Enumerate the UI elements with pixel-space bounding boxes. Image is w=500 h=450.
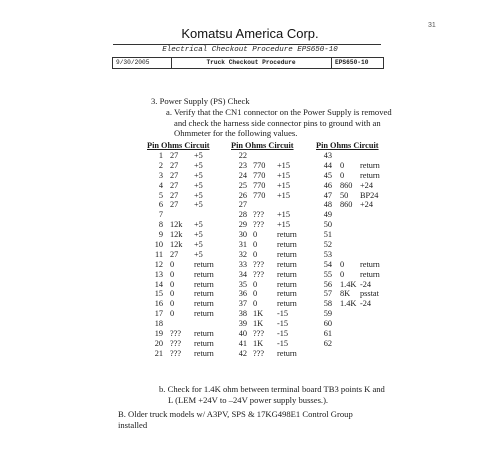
table-row — [147, 279, 214, 290]
table-row — [316, 329, 379, 339]
ohms-cell: 27 — [170, 200, 179, 210]
ohms-cell: 0 — [253, 249, 258, 259]
pin-cell: 3 — [158, 170, 163, 180]
table-row — [147, 309, 214, 319]
ohms-cell: 770 — [253, 190, 266, 200]
ohms-cell: 0 — [340, 170, 345, 180]
pin-cell: 22 — [238, 151, 247, 160]
circuit-cell: -15 — [277, 309, 289, 319]
table-row — [147, 319, 210, 329]
pin-cell: 56 — [323, 279, 332, 289]
table-row — [147, 240, 210, 250]
ohms-cell: 12k — [170, 240, 183, 250]
pin-cell: 27 — [238, 200, 247, 210]
ohms-cell: ??? — [253, 329, 265, 339]
header-title: Truck Checkout Procedure — [206, 59, 296, 66]
table-row — [316, 299, 379, 309]
pin-cell: 52 — [323, 240, 332, 250]
table-row — [316, 200, 379, 210]
pin-cell: 13 — [154, 269, 163, 279]
ohms-cell: 1K — [253, 319, 264, 329]
table-header: Pin Ohms Circuit — [147, 141, 210, 150]
pin-cell: 51 — [323, 230, 332, 240]
table-row — [147, 269, 214, 280]
table-row — [231, 151, 294, 161]
pin-table-2 — [231, 141, 297, 359]
table-row — [316, 289, 379, 299]
table-row — [316, 181, 379, 191]
pin-cell: 47 — [323, 190, 332, 200]
table-row — [147, 259, 214, 270]
pin-cell: 57 — [323, 289, 332, 299]
circuit-cell: +15 — [277, 170, 290, 180]
table-row — [147, 181, 210, 191]
circuit-cell: BP24 — [360, 190, 379, 200]
table-row — [316, 240, 379, 250]
circuit-cell: return — [194, 329, 214, 339]
pin-cell: 6 — [158, 200, 163, 210]
ohms-cell: 27 — [170, 160, 179, 170]
ohms-cell: 0 — [170, 309, 175, 319]
table-row — [231, 249, 297, 260]
pin-cell: 55 — [323, 269, 332, 279]
ohms-cell: 27 — [170, 151, 179, 160]
circuit-cell: +15 — [277, 220, 290, 230]
ohms-cell: 1.4K — [340, 299, 357, 309]
table-row — [147, 171, 210, 181]
pin-cell: 34 — [238, 269, 247, 279]
table-row — [231, 319, 294, 329]
ohms-cell: ??? — [253, 269, 265, 279]
circuit-cell: -24 — [360, 279, 372, 289]
step-b-text — [159, 384, 385, 405]
ohms-cell: 0 — [170, 279, 175, 289]
table-row — [147, 230, 210, 240]
table-row — [316, 280, 379, 290]
ohms-cell: 0 — [253, 299, 258, 309]
pin-cell: 19 — [154, 329, 163, 339]
ohms-cell: 0 — [170, 299, 175, 309]
ohms-cell: 27 — [170, 249, 179, 259]
pin-cell: 59 — [323, 309, 332, 319]
ohms-cell: 27 — [170, 170, 179, 180]
pin-cell: 18 — [154, 319, 163, 329]
table-row — [147, 338, 214, 349]
page-number: 31 — [428, 22, 436, 29]
pin-cell: 41 — [238, 338, 247, 348]
pin-cell: 20 — [154, 338, 163, 348]
circuit-cell: return — [360, 170, 380, 180]
pin-cell: 58 — [323, 299, 332, 309]
table-row — [316, 319, 379, 329]
pin-cell: 44 — [323, 160, 332, 170]
pin-cell: 21 — [154, 348, 163, 358]
circuit-cell: return — [360, 269, 380, 279]
step-3a-line: a. Verify that the CN1 connector on the Power Supply is removed — [166, 107, 392, 117]
ohms-cell: ??? — [253, 210, 265, 220]
ohms-cell: ??? — [170, 338, 182, 348]
table-row — [231, 279, 297, 290]
circuit-cell: return — [194, 309, 214, 319]
ohms-cell: 0 — [253, 230, 258, 240]
circuit-cell: return — [277, 259, 297, 269]
pin-cell: 46 — [323, 180, 332, 190]
ohms-cell: 50 — [340, 190, 349, 200]
circuit-cell: +15 — [277, 160, 290, 170]
table-row — [231, 191, 294, 201]
ohms-cell: 0 — [340, 259, 345, 269]
pin-cell: 35 — [238, 279, 247, 289]
circuit-cell: return — [360, 259, 380, 269]
step-B-text — [118, 409, 353, 430]
pin-cell: 17 — [154, 309, 163, 319]
step-3-title: 3. Power Supply (PS) Check — [151, 96, 250, 106]
table-row — [316, 230, 379, 240]
document-subtitle: Electrical Checkout Procedure EPS650-10 — [162, 46, 338, 54]
step-3a-line: and check the harness side connector pins to ground with an — [174, 117, 381, 128]
pin-cell: 53 — [323, 249, 332, 259]
circuit-cell: return — [194, 299, 214, 309]
table-row — [316, 151, 379, 161]
circuit-cell: return — [277, 348, 297, 358]
ohms-cell: 1K — [253, 338, 264, 348]
table-row — [316, 210, 379, 220]
circuit-cell: -24 — [360, 299, 372, 309]
ohms-cell: ??? — [253, 348, 265, 358]
circuit-cell: return — [277, 279, 297, 289]
circuit-cell: return — [194, 338, 214, 348]
ohms-cell: 0 — [170, 259, 175, 269]
circuit-cell: +5 — [194, 160, 203, 170]
pin-cell: 28 — [238, 210, 247, 220]
table-row — [316, 260, 379, 270]
ohms-cell: 0 — [340, 160, 345, 170]
ohms-cell: ??? — [170, 329, 182, 339]
ohms-cell: 0 — [253, 240, 258, 250]
circuit-cell: +5 — [194, 170, 203, 180]
table-row — [316, 339, 379, 349]
table-row — [231, 171, 294, 181]
pin-cell: 2 — [158, 160, 163, 170]
company-title: Komatsu America Corp. — [181, 26, 319, 41]
circuit-cell: +5 — [194, 200, 203, 210]
pin-cell: 30 — [238, 230, 247, 240]
pin-cell: 11 — [155, 249, 163, 259]
pin-cell: 26 — [238, 190, 247, 200]
pin-cell: 8 — [158, 220, 163, 230]
circuit-cell: return — [277, 240, 297, 250]
pin-cell: 12 — [154, 259, 163, 269]
pin-cell: 31 — [238, 240, 247, 250]
table-row — [147, 299, 214, 309]
table-row — [147, 200, 210, 210]
header-table — [112, 57, 384, 69]
table-row — [231, 210, 294, 220]
step-3a-text — [166, 107, 392, 139]
circuit-cell: +5 — [194, 151, 203, 160]
table-row — [316, 270, 379, 280]
pin-cell: 10 — [154, 240, 163, 250]
header-code: EPS650-10 — [335, 59, 369, 66]
table-row — [147, 191, 210, 201]
table-row — [231, 181, 294, 191]
pin-cell: 16 — [154, 299, 163, 309]
ohms-cell: 1.4K — [340, 279, 357, 289]
pin-cell: 40 — [238, 329, 247, 339]
circuit-cell: return — [194, 269, 214, 279]
circuit-cell: +15 — [277, 180, 290, 190]
table-row — [147, 220, 210, 230]
pin-cell: 5 — [158, 190, 163, 200]
table-row — [316, 171, 379, 181]
table-row — [147, 250, 210, 260]
pin-cell: 25 — [238, 180, 247, 190]
ohms-cell: 770 — [253, 160, 266, 170]
table-row — [147, 151, 210, 161]
table-row — [147, 289, 214, 299]
pin-cell: 33 — [238, 259, 247, 269]
step-B-line: B. Older truck models w/ A3PV, SPS & 17KG498E1 Control Group — [118, 409, 353, 419]
circuit-cell: +5 — [194, 180, 203, 190]
pin-cell: 61 — [323, 329, 332, 339]
table-row — [147, 329, 214, 339]
pin-cell: 23 — [238, 160, 247, 170]
table-row — [231, 269, 297, 280]
ohms-cell: 0 — [340, 269, 345, 279]
circuit-cell: return — [194, 279, 214, 289]
circuit-cell: +5 — [194, 249, 203, 259]
ohms-cell: 0 — [170, 289, 175, 299]
ohms-cell: 12k — [170, 220, 183, 230]
pin-cell: 49 — [323, 210, 332, 220]
ohms-cell: 27 — [170, 180, 179, 190]
circuit-cell: return — [194, 289, 214, 299]
pin-cell: 9 — [158, 230, 163, 240]
table-row — [231, 299, 297, 309]
pin-cell: 60 — [323, 319, 332, 329]
pin-cell: 39 — [238, 319, 247, 329]
table-row — [147, 348, 214, 359]
pin-cell: 54 — [323, 259, 332, 269]
ohms-cell: 770 — [253, 180, 266, 190]
table-row — [231, 230, 297, 240]
ohms-cell: 12k — [170, 230, 183, 240]
pin-cell: 15 — [154, 289, 163, 299]
ohms-cell: 860 — [340, 180, 353, 190]
header-date: 9/30/2005 — [116, 59, 150, 66]
table-row — [231, 220, 294, 230]
table-header: Pin Ohms Circuit — [316, 141, 379, 150]
ohms-cell: ??? — [253, 220, 265, 230]
pin-cell: 50 — [323, 220, 332, 230]
circuit-cell: return — [277, 299, 297, 309]
circuit-cell: -15 — [277, 329, 289, 339]
circuit-cell: return — [277, 289, 297, 299]
pin-cell: 4 — [158, 180, 163, 190]
circuit-cell: return — [194, 259, 214, 269]
table-row — [231, 289, 297, 299]
ohms-cell: 0 — [253, 279, 258, 289]
circuit-cell: +5 — [194, 230, 203, 240]
step-3a-line: Ohmmeter for the following values. — [174, 128, 298, 139]
table-row — [231, 161, 294, 171]
circuit-cell: +15 — [277, 210, 290, 220]
table-row — [231, 240, 297, 250]
ohms-cell: 0 — [253, 289, 258, 299]
table-row — [316, 309, 379, 319]
pin-cell: 32 — [238, 249, 247, 259]
step-b-line: b. Check for 1.4K ohm between terminal board TB3 points K and — [159, 384, 385, 394]
table-row — [231, 348, 297, 359]
circuit-cell: -15 — [277, 338, 289, 348]
ohms-cell: 0 — [170, 269, 175, 279]
pin-cell: 62 — [323, 338, 332, 348]
step-B-line: installed — [118, 419, 148, 430]
circuit-cell: +5 — [194, 190, 203, 200]
table-row — [316, 161, 379, 171]
circuit-cell: +24 — [360, 180, 373, 190]
circuit-cell: psstat — [360, 289, 379, 299]
ohms-cell: ??? — [170, 348, 182, 358]
ohms-cell: 8K — [340, 289, 351, 299]
table-row — [147, 161, 210, 171]
table-row — [147, 210, 210, 220]
table-row — [231, 329, 294, 339]
table-row — [316, 250, 379, 260]
step-b-line: L (LEM +24V to –24V power supply busses.). — [168, 394, 329, 405]
circuit-cell: +5 — [194, 240, 203, 250]
pin-cell: 45 — [323, 170, 332, 180]
table-row — [316, 220, 379, 230]
pin-cell: 38 — [238, 309, 247, 319]
pin-cell: 48 — [323, 200, 332, 210]
ohms-cell: 860 — [340, 200, 353, 210]
pin-cell: 24 — [238, 170, 247, 180]
table-row — [231, 309, 294, 319]
circuit-cell: return — [277, 269, 297, 279]
circuit-cell: +5 — [194, 220, 203, 230]
circuit-cell: +15 — [277, 190, 290, 200]
circuit-cell: return — [194, 348, 214, 358]
pin-cell: 43 — [323, 151, 332, 160]
table-row — [231, 200, 294, 210]
pin-cell: 36 — [238, 289, 247, 299]
pin-cell: 29 — [238, 220, 247, 230]
pin-cell: 14 — [154, 279, 163, 289]
pin-cell: 42 — [238, 348, 247, 358]
pin-table-3 — [316, 141, 379, 349]
table-row — [316, 191, 379, 201]
ohms-cell: 27 — [170, 190, 179, 200]
pin-cell: 37 — [238, 299, 247, 309]
title-rule — [113, 44, 381, 45]
table-header: Pin Ohms Circuit — [231, 141, 294, 150]
circuit-cell: return — [277, 230, 297, 240]
table-row — [231, 259, 297, 270]
pin-cell: 7 — [158, 210, 163, 220]
circuit-cell: return — [360, 160, 380, 170]
ohms-cell: ??? — [253, 259, 265, 269]
pin-cell: 1 — [158, 151, 163, 160]
table-row — [231, 339, 294, 349]
ohms-cell: 1K — [253, 309, 264, 319]
circuit-cell: -15 — [277, 319, 289, 329]
circuit-cell: +24 — [360, 200, 373, 210]
ohms-cell: 770 — [253, 170, 266, 180]
header-divider — [331, 58, 332, 68]
circuit-cell: return — [277, 249, 297, 259]
pin-table-1 — [147, 141, 214, 359]
